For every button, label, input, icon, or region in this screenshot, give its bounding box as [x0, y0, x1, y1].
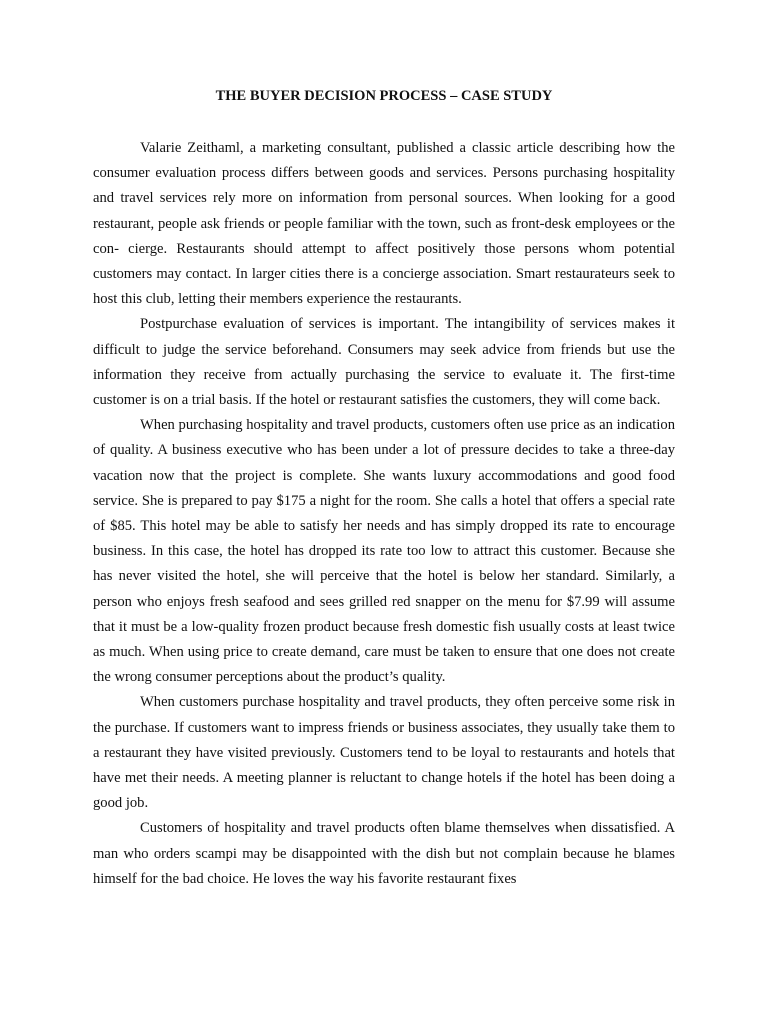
paragraph-3: When purchasing hospitality and travel products, customers often use price as an indication of quality. A business executive who has been under a lot of pressure decides to take a three-day vacation now that the project is complete. She wants luxury accommodations and good food service. She is prepared to pay $175 a night for the room. She calls a hotel that offers a special rate of $85. This hotel may be able to satisfy her needs and has simply dropped its rate to encourage business. In this case, the hotel has dropped its rate too low to attract this customer. Because she has never visited the hotel, she will perceive that the hotel is below her standard. Similarly, a person who enjoys fresh seafood and sees grilled red snapper on the menu for $7.99 will assume that it must be a low-quality frozen product because fresh domestic fish usually costs at least twice as much. When using price to create demand, care must be taken to ensure that one does not create the wrong consumer perceptions about the product’s quality. — [93, 417, 675, 686]
paragraph-2: Postpurchase evaluation of services is important. The intangibility of services makes it difficult to judge the service beforehand. Consumers may seek advice from friends but use the information they receive from actually purchasing the service to evaluate it. The first-time customer is on a trial basis. If the hotel or restaurant satisfies the customers, they will come back. — [93, 316, 675, 409]
paragraph-1: Valarie Zeithaml, a marketing consultant, published a classic article describing how the consumer evaluation process differs between goods and services. Persons purchasing hospitality and travel services rely more on information from personal sources. When looking for a good restaurant, people ask friends or people familiar with the town, such as front-desk employees or the con- cierge. Restaurants should attempt to affect positively those persons whom potential customers may contact. In larger cities there is a concierge association. Smart restaurateurs seek to host this club, letting their members experience the restaurants. — [93, 140, 675, 308]
paragraph-5: Customers of hospitality and travel products often blame themselves when dissatisfied. A man who orders scampi may be disappointed with the dish but not complain because he blames himself for the bad choice. He loves the way his favorite restaurant fixes — [93, 820, 675, 887]
paragraph-4: When customers purchase hospitality and travel products, they often perceive some risk in the purchase. If customers want to impress friends or business associates, they usually take them to a restaurant they have visited previously. Customers tend to be loyal to restaurants and hotels that have met their needs. A meeting planner is reluctant to change hotels if the hotel has been doing a good job. — [93, 694, 675, 812]
document-body — [93, 136, 675, 892]
document-title: THE BUYER DECISION PROCESS – CASE STUDY — [215, 88, 553, 104]
